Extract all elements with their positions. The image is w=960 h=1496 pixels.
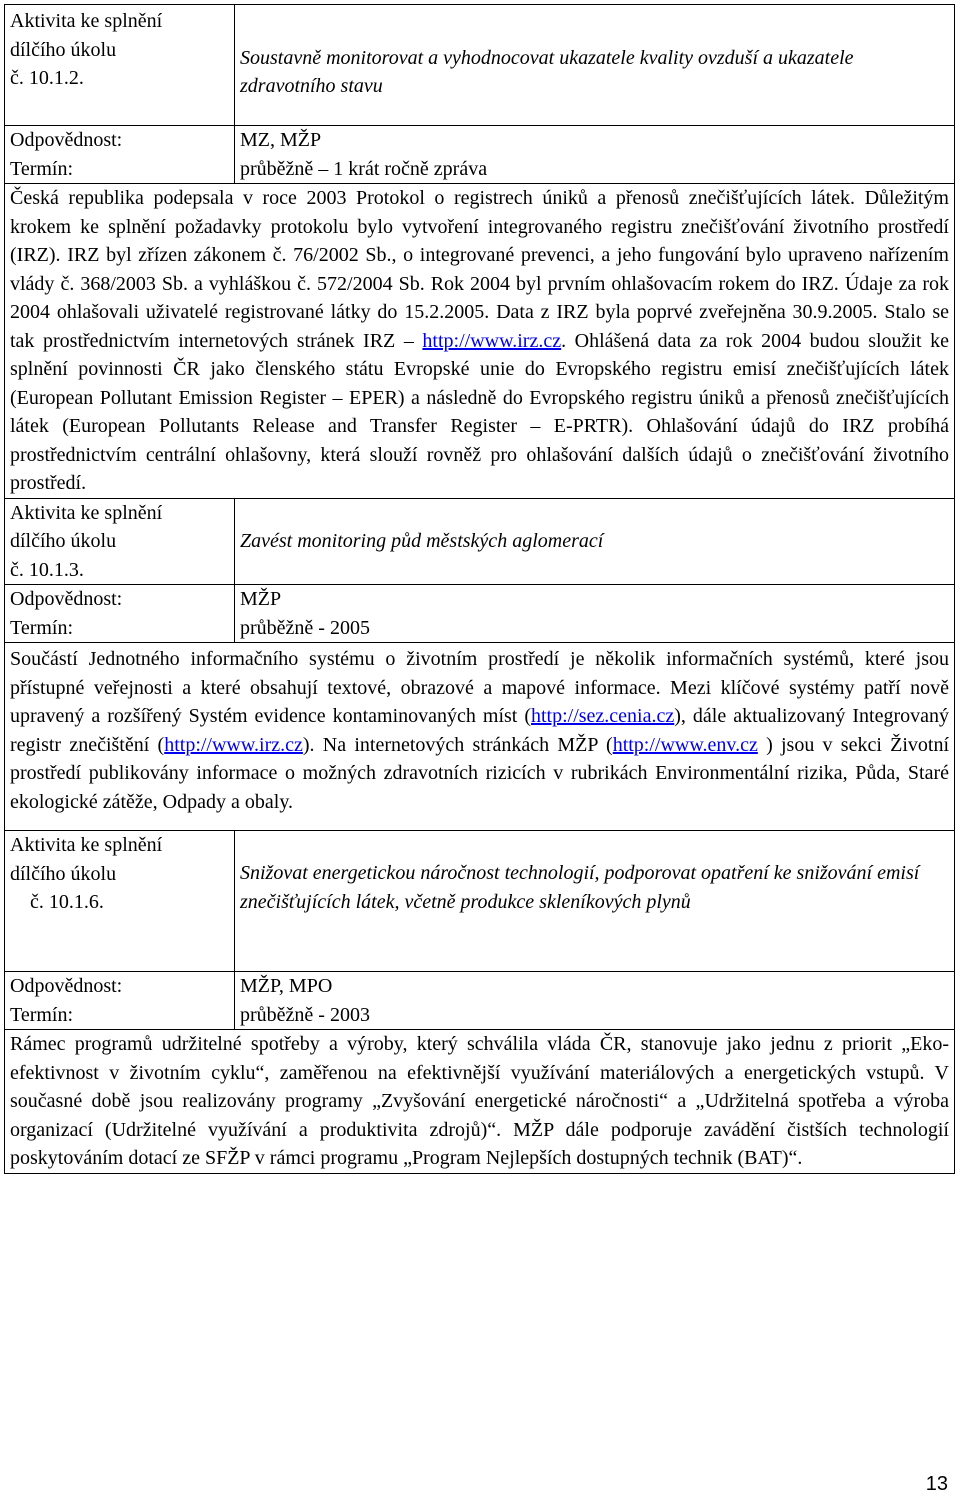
description-text: Součástí Jednotného informačního systému o životním prostředí je několik informačních systémů, které jsou přístupné veřejnosti a které obsahují textové, obrazové a mapové informace. Mezi klíčové systémy patří nově upravený a rozšířený Systém evidence kontaminovaných míst ( xyxy=(10,648,949,727)
description-text: Česká republika podepsala v roce 2003 Protokol o registrech úniků a přenosů znečišťujících látek. Důležitým krokem ke splnění požadavky protokolu bylo vytvoření integrovaného registru znečišťování životního prostředí (IRZ). IRZ byl zřízen zákonem č. 76/2002 Sb., o integrované prevenci, a jeho fungování bylo upraveno nařízením vlády č. 368/2003 Sb. a vyhláškou č. 572/2004 Sb. Rok 2004 byl prvním ohlašovacím rokem do IRZ. Údaje za rok 2004 ohlašovali uživatelé registrované látky do 15.2.2005. Data z IRZ byla poprvé zveřejněna 30.9.2005. Stalo se tak prostřednictvím internetových stránek IRZ – xyxy=(10,187,949,352)
activity-3-title xyxy=(235,831,955,972)
activity-1-label xyxy=(5,5,235,126)
activity-2-header-row xyxy=(5,498,955,585)
activity-label-line: Aktivita ke splnění xyxy=(10,501,163,524)
description-text: ) jsou v sekci Životní prostředí publikovány informace o možných zdravotních rizicích v rubrikách Environmentální rizika, Půda, Staré ekologické zátěže, Odpady a obaly. xyxy=(10,733,950,813)
activity-2-description xyxy=(5,643,955,831)
activity-1-responsibility-row xyxy=(5,126,955,155)
activity-label-line: dílčího úkolu xyxy=(10,530,117,552)
activity-label-line: dílčího úkolu xyxy=(10,38,117,61)
page-number: 13 xyxy=(925,1473,948,1495)
irz-link[interactable]: http://www.irz.cz xyxy=(164,733,303,756)
activity-2-title xyxy=(235,498,955,585)
term-label: Termín: xyxy=(5,155,235,184)
activity-1-description xyxy=(5,184,955,499)
term-value: průběžně - 2005 xyxy=(235,614,955,643)
activity-3-header-row xyxy=(5,831,955,972)
description-text: . Ohlášená data za rok 2004 budou sloužit ke splnění povinnosti ČR jako členského státu Evropské unie do Evropského registru emisí znečišťujících látek (European Pollutant Emission Register – EPER) a následně do Evropského registru úniků a přenosů znečišťujících látek (European Pollutants Release and Transfer Register – E-PRTR). Ohlašování údajů do IRZ probíhá prostřednictvím centrální ohlašovny, která slouží rovněž pro ohlašování dalších údajů o znečišťování životního prostředí. xyxy=(10,329,949,494)
responsibility-label: Odpovědnost: xyxy=(5,585,235,614)
activity-2-term-row xyxy=(5,614,955,643)
activity-label-line: č. 10.1.6. xyxy=(30,891,104,913)
activity-1-description-row xyxy=(5,184,955,499)
activity-2-label xyxy=(5,498,235,585)
activity-3-term-row xyxy=(5,1001,955,1030)
term-label: Termín: xyxy=(5,614,235,643)
term-value: průběžně – 1 krát ročně zpráva xyxy=(235,155,955,184)
activity-1-title xyxy=(235,5,955,126)
activity-label-line: Aktivita ke splnění xyxy=(10,834,163,856)
activity-label-line: dílčího úkolu xyxy=(10,862,117,885)
activity-3-description-row xyxy=(5,1030,955,1174)
responsibility-value: MŽP, MPO xyxy=(235,972,955,1001)
description-text: Rámec programů udržitelné spotřeby a výroby, který schválila vláda ČR, stanovuje jako jednu z priorit „Eko-efektivnost v životním cyklu“, zaměřenou na efektivnější využívání materiálových a energetických vstupů. V současné době jsou realizovány programy „Zvyšování energetické náročnosti“ a „Udržitelná spotřeba a výroba organizací (Udržitelné využívání a produktivita zdrojů)“. MŽP dále podporuje zavádění čistších technologií poskytováním dotací ze SFŽP v rámci programu „Program Nejlepších dostupných technik (BAT)“. xyxy=(10,1033,949,1169)
activity-label-line: č. 10.1.2. xyxy=(10,67,84,89)
activities-table xyxy=(4,4,955,1174)
term-label: Termín: xyxy=(5,1001,235,1030)
activity-1-header-row xyxy=(5,5,955,126)
irz-link[interactable]: http://www.irz.cz xyxy=(422,329,562,352)
responsibility-label: Odpovědnost: xyxy=(5,126,235,155)
activity-label-line: Aktivita ke splnění xyxy=(10,10,163,32)
activity-2-description-row xyxy=(5,643,955,831)
activity-1-term-row xyxy=(5,155,955,184)
responsibility-value: MZ, MŽP xyxy=(235,126,955,155)
activity-title-text: Soustavně monitorovat a vyhodnocovat ukazatele kvality ovzduší a ukazatele zdravotního stavu xyxy=(240,46,854,97)
sez-link[interactable]: http://sez.cenia.cz xyxy=(530,705,675,727)
term-value: průběžně - 2003 xyxy=(235,1001,955,1030)
activity-title-text: Snižovat energetickou náročnost technologií, podporovat opatření ke snižování emisí znečišťujících látek, včetně produkce skleníkových plynů xyxy=(240,862,920,913)
responsibility-value: MŽP xyxy=(235,585,955,614)
env-link[interactable]: http://www.env.cz xyxy=(612,733,758,756)
activity-3-responsibility-row xyxy=(5,972,955,1001)
activity-label-line: č. 10.1.3. xyxy=(10,558,84,581)
activity-2-responsibility-row xyxy=(5,585,955,614)
responsibility-label: Odpovědnost: xyxy=(5,972,235,1001)
activity-3-description xyxy=(5,1030,955,1174)
activity-3-label xyxy=(5,831,235,972)
description-text: ). Na internetových stránkách MŽP ( xyxy=(302,733,613,756)
activity-title-text: Zavést monitoring půd městských aglomerací xyxy=(240,530,604,552)
description-text: ), dále aktualizovaný Integrovaný registr znečištění ( xyxy=(10,705,949,756)
